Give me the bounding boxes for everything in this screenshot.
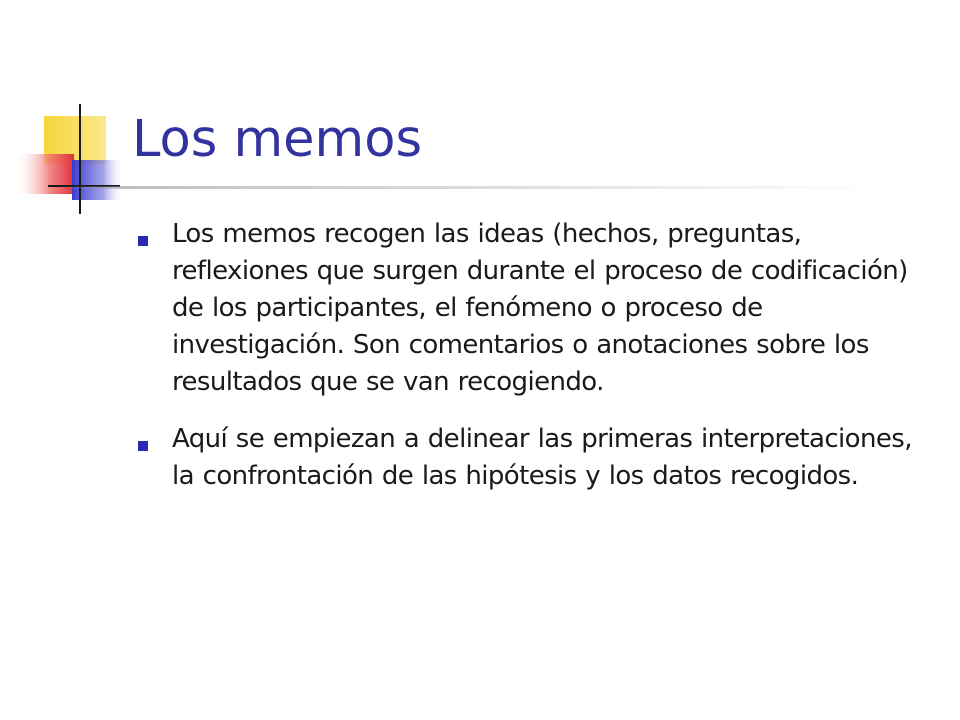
bullet-square-icon — [138, 236, 148, 246]
bullet-item — [136, 216, 936, 401]
bullet-item — [136, 421, 936, 495]
bullet-square-icon — [138, 441, 148, 451]
title-decoration — [0, 0, 140, 230]
bullet-text: Aquí se empiezan a delinear las primeras interpretaciones, la confrontación de las hipótesis y los datos recogidos. — [172, 424, 912, 491]
bullet-text: Los memos recogen las ideas (hechos, preguntas, reflexiones que surgen durante el proceso de codificación) de los participantes, el fenómeno o proceso de investigación. Son comentarios o anotaciones sobre los resultados que se van recogiendo. — [172, 219, 908, 397]
slide-title: Los memos — [132, 110, 423, 169]
bullet-list — [136, 216, 936, 515]
title-underline — [60, 186, 880, 189]
